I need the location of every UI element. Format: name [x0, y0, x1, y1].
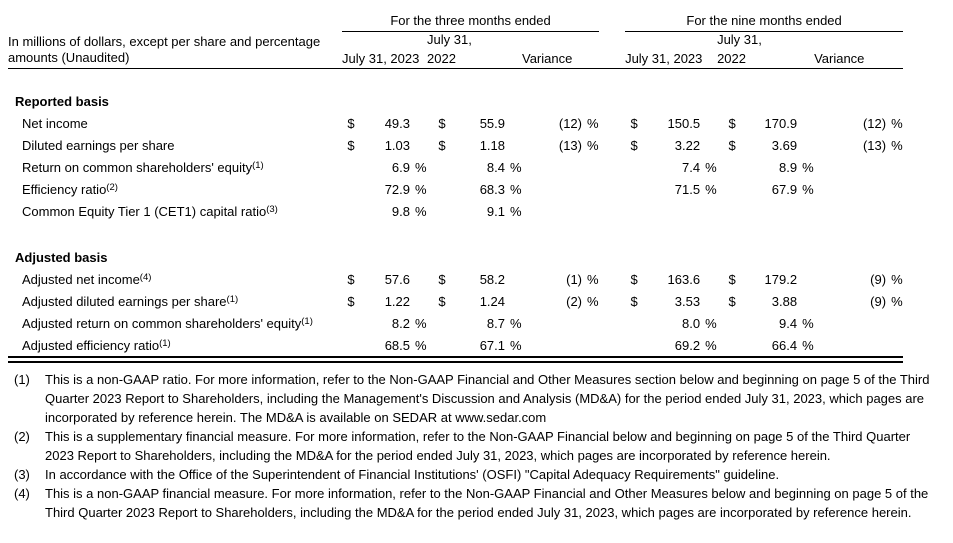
cell-value-2023: 8.2: [391, 316, 410, 331]
cell-percent-sign: [410, 109, 427, 131]
cell-variance: [814, 197, 886, 219]
cell-dollar-sign: [427, 197, 457, 219]
cell-dollar-sign: [717, 331, 747, 353]
spacer-row: [8, 69, 903, 88]
row-label: [8, 197, 342, 219]
cell-variance: [814, 175, 886, 197]
cell-variance: (13): [558, 138, 582, 153]
footnote-text: This is a supplementary financial measure. For more information, refer to the Non-GAAP Financial below and beginning on page 5 of the Third Quarter 2023 Report to Shareholders, including the MD&A for the period ended July 31, 2023, which pages are incorporated by reference herein.: [45, 429, 911, 463]
cell-value-2023: 69.2: [674, 338, 701, 353]
cell-percent-sign: %: [587, 272, 599, 287]
cell-percent-sign: %: [587, 116, 599, 131]
row-label: [8, 131, 342, 153]
cell-dollar-sign: [625, 309, 643, 331]
group-gap: [599, 287, 625, 309]
spacer-cell: [8, 69, 903, 88]
cell-percent-sign: [505, 109, 522, 131]
table-row: [8, 153, 903, 175]
cell-percent-sign: %: [891, 116, 903, 131]
cell-variance: (9): [870, 294, 887, 309]
cell-value-2023: 7.4: [681, 160, 701, 175]
footnote-text: This is a non-GAAP ratio. For more information, refer to the Non-GAAP Financial and Other Measures section below and beginning on page 5 of the Third Quarter 2023 Report to Shareholders, including the Management's Discussion and Analysis (MD&A) for the period ended July 31, 2023, which pages are incorporated by reference herein. The MD&A is available on SEDAR at www.sedar.com: [45, 372, 930, 425]
group-gap: [599, 197, 625, 219]
cell-value-2023: [643, 197, 700, 219]
group-gap: [599, 265, 625, 287]
cell-value-2023: 1.22: [384, 294, 410, 309]
col-header-variance-g2: Variance: [814, 49, 903, 69]
cell-variance: [522, 309, 582, 331]
footnote-ref: (1): [252, 160, 264, 171]
col-group-three-months: For the three months ended: [342, 5, 599, 31]
cell-variance: (1): [566, 272, 582, 287]
cell-percent-sign: [582, 331, 599, 353]
empty-cell: [522, 31, 599, 49]
cell-percent-sign: [797, 265, 814, 287]
cell-percent-sign: %: [415, 204, 427, 219]
table-row: [8, 131, 903, 153]
table-bottom-double-rule: [8, 356, 903, 363]
col-header-2022-line1-g1: July 31,: [427, 31, 472, 47]
footnote: [14, 427, 942, 465]
cell-dollar-sign: [427, 309, 457, 331]
cell-percent-sign: [505, 131, 522, 153]
cell-dollar-sign: [717, 175, 747, 197]
group-gap: [599, 153, 625, 175]
cell-percent-sign: [410, 131, 427, 153]
row-label: [8, 309, 342, 331]
financial-highlights-table: [8, 5, 903, 353]
footnote-marker: (2): [14, 429, 30, 444]
column-group-row: [8, 5, 903, 31]
cell-dollar-sign: [625, 175, 643, 197]
footnote-text: This is a non-GAAP financial measure. For more information, refer to the Non-GAAP Financial and Other Measures below and beginning on page 5 of the Third Quarter 2023 Report to Shareholders, including the MD&A for the period ended July 31, 2023, which pages are incorporated by reference herein.: [45, 486, 929, 520]
cell-value-2022: 58.2: [479, 272, 505, 287]
cell-percent-sign: %: [415, 316, 427, 331]
cell-percent-sign: [886, 153, 903, 175]
cell-value-2022: 66.4: [771, 338, 798, 353]
cell-value-2023: 163.6: [667, 272, 701, 287]
cell-percent-sign: %: [802, 316, 814, 331]
row-label: [8, 287, 342, 309]
cell-value-2023: 9.8: [391, 204, 410, 219]
cell-variance: (2): [566, 294, 582, 309]
cell-dollar-sign: [427, 153, 457, 175]
row-label: [8, 175, 342, 197]
group-gap: [599, 31, 625, 49]
cell-percent-sign: %: [705, 316, 717, 331]
table-body: [8, 69, 903, 354]
group-gap: [599, 309, 625, 331]
cell-value-2022: 9.1: [486, 204, 505, 219]
cell-value-2023: 72.9: [384, 182, 410, 197]
row-label-text: Efficiency ratio: [22, 182, 107, 197]
table-row: [8, 265, 903, 287]
corner-label-line1: In millions of dollars, except per share and percentage: [8, 34, 321, 49]
cell-dollar-sign: $: [630, 116, 638, 131]
cell-percent-sign: %: [415, 160, 427, 175]
cell-percent-sign: %: [705, 338, 717, 353]
empty-cell: [814, 31, 903, 49]
cell-percent-sign: %: [415, 338, 427, 353]
footnotes: [14, 370, 942, 522]
cell-value-2022: 170.9: [764, 116, 798, 131]
corner-spacer: [8, 5, 342, 31]
table-row: [8, 197, 903, 219]
table-row: [8, 331, 903, 353]
empty-cell: [342, 31, 427, 49]
row-label-text: Adjusted efficiency ratio: [22, 338, 160, 353]
cell-percent-sign: [582, 197, 599, 219]
cell-percent-sign: %: [891, 272, 903, 287]
row-label-text: Return on common shareholders' equity: [22, 160, 253, 175]
cell-dollar-sign: $: [630, 138, 638, 153]
footnote-ref: (1): [301, 316, 313, 327]
cell-value-2023: 8.0: [681, 316, 701, 331]
cell-value-2023: 3.22: [674, 138, 701, 153]
cell-percent-sign: %: [510, 160, 522, 175]
cell-percent-sign: %: [891, 138, 903, 153]
cell-dollar-sign: [625, 197, 643, 219]
cell-dollar-sign: $: [728, 116, 736, 131]
cell-value-2022: 67.9: [771, 182, 798, 197]
cell-value-2022: 1.24: [479, 294, 505, 309]
cell-value-2023: 57.6: [384, 272, 410, 287]
col-header-variance-g1: Variance: [522, 49, 599, 69]
cell-dollar-sign: [717, 153, 747, 175]
cell-value-2023: 3.53: [674, 294, 701, 309]
section-header-row: [8, 87, 903, 109]
table-header: [8, 5, 903, 69]
cell-dollar-sign: $: [728, 294, 736, 309]
cell-percent-sign: [582, 175, 599, 197]
cell-dollar-sign: [342, 309, 360, 331]
row-label: [8, 109, 342, 131]
cell-dollar-sign: $: [438, 272, 446, 287]
col-header-2023-g2: July 31, 2023: [625, 49, 717, 69]
cell-percent-sign: [797, 287, 814, 309]
cell-percent-sign: %: [415, 182, 427, 197]
group-gap: [599, 109, 625, 131]
cell-percent-sign: %: [587, 138, 599, 153]
cell-value-2022: 67.1: [479, 338, 505, 353]
cell-dollar-sign: $: [438, 138, 446, 153]
col-header-2023-g1: July 31, 2023: [342, 49, 427, 69]
cell-variance: [522, 197, 582, 219]
cell-percent-sign: %: [510, 182, 522, 197]
cell-percent-sign: [505, 287, 522, 309]
table-row: [8, 175, 903, 197]
cell-percent-sign: %: [802, 182, 814, 197]
cell-value-2022: 8.4: [486, 160, 505, 175]
spacer-cell: [8, 219, 903, 243]
cell-percent-sign: %: [510, 316, 522, 331]
cell-variance: (12): [862, 116, 887, 131]
cell-percent-sign: [700, 265, 717, 287]
cell-dollar-sign: $: [438, 116, 446, 131]
row-label-text: Common Equity Tier 1 (CET1) capital ratio: [22, 204, 267, 219]
table-row: [8, 287, 903, 309]
cell-dollar-sign: [342, 197, 360, 219]
group-gap: [599, 175, 625, 197]
cell-percent-sign: %: [587, 294, 599, 309]
column-subheader-row-1: [8, 31, 903, 49]
cell-percent-sign: [886, 197, 903, 219]
cell-percent-sign: [797, 109, 814, 131]
footnote: [14, 370, 942, 427]
row-label: [8, 153, 342, 175]
cell-value-2023: 150.5: [667, 116, 701, 131]
cell-dollar-sign: $: [728, 138, 736, 153]
corner-label-line2: amounts (Unaudited): [8, 50, 130, 65]
footnote-ref: (1): [159, 338, 171, 349]
cell-variance: [814, 331, 886, 353]
group-gap: [599, 331, 625, 353]
cell-dollar-sign: $: [728, 272, 736, 287]
cell-value-2022: 1.18: [479, 138, 505, 153]
table-row: [8, 109, 903, 131]
col-header-2022-line1-g2: July 31,: [717, 31, 762, 47]
cell-percent-sign: %: [891, 294, 903, 309]
cell-dollar-sign: $: [630, 294, 638, 309]
cell-value-2022: [747, 197, 797, 219]
footnote-ref: (3): [266, 204, 278, 215]
cell-dollar-sign: $: [347, 294, 355, 309]
group-gap: [599, 5, 625, 31]
col-header-2022-g1: 2022: [427, 49, 522, 69]
footnote-marker: (1): [14, 372, 30, 387]
cell-percent-sign: [700, 287, 717, 309]
cell-percent-sign: [410, 287, 427, 309]
table-row: [8, 309, 903, 331]
row-label-text: Adjusted net income: [22, 272, 140, 287]
cell-percent-sign: [886, 175, 903, 197]
footnote-ref: (2): [106, 182, 118, 193]
cell-dollar-sign: $: [438, 294, 446, 309]
cell-value-2022: 179.2: [764, 272, 798, 287]
cell-dollar-sign: [427, 331, 457, 353]
group-gap: [599, 131, 625, 153]
cell-value-2023: 1.03: [384, 138, 410, 153]
section-title: Reported basis: [15, 94, 109, 109]
cell-variance: [522, 175, 582, 197]
cell-percent-sign: [797, 131, 814, 153]
footnote: [14, 484, 942, 522]
cell-value-2022: 3.69: [771, 138, 798, 153]
cell-percent-sign: [582, 309, 599, 331]
col-header-2022-g2: 2022: [717, 49, 814, 69]
cell-percent-sign: %: [705, 182, 717, 197]
cell-dollar-sign: $: [347, 272, 355, 287]
empty-cell: [625, 31, 717, 49]
cell-variance: (13): [862, 138, 887, 153]
cell-variance: (12): [558, 116, 582, 131]
cell-value-2023: 49.3: [384, 116, 410, 131]
cell-dollar-sign: $: [347, 138, 355, 153]
section-title: Adjusted basis: [15, 250, 108, 265]
row-label-text: Adjusted diluted earnings per share: [22, 294, 227, 309]
cell-percent-sign: [505, 265, 522, 287]
cell-dollar-sign: [625, 153, 643, 175]
cell-dollar-sign: $: [630, 272, 638, 287]
cell-dollar-sign: [342, 153, 360, 175]
cell-dollar-sign: [427, 175, 457, 197]
cell-percent-sign: %: [510, 338, 522, 353]
cell-percent-sign: %: [802, 160, 814, 175]
cell-dollar-sign: [717, 309, 747, 331]
cell-value-2022: 55.9: [479, 116, 505, 131]
cell-percent-sign: [797, 197, 814, 219]
cell-percent-sign: [700, 131, 717, 153]
spacer-row: [8, 219, 903, 243]
section-header-row: [8, 243, 903, 265]
footnote: [14, 465, 942, 484]
footnote-ref: (4): [139, 272, 152, 283]
group-gap: [599, 49, 625, 69]
cell-percent-sign: [700, 197, 717, 219]
cell-value-2023: 6.9: [391, 160, 410, 175]
cell-dollar-sign: [342, 331, 360, 353]
cell-percent-sign: %: [705, 160, 717, 175]
cell-dollar-sign: [342, 175, 360, 197]
cell-dollar-sign: [717, 197, 747, 219]
footnote-marker: (3): [14, 467, 30, 482]
cell-value-2022: 8.7: [486, 316, 505, 331]
cell-value-2022: 3.88: [771, 294, 798, 309]
footnote-text: In accordance with the Office of the Superintendent of Financial Institutions' (OSFI) "Capital Adequacy Requirements" guideline.: [45, 467, 780, 482]
footnote-marker: (4): [14, 486, 30, 501]
cell-percent-sign: [886, 331, 903, 353]
cell-variance: [522, 153, 582, 175]
cell-percent-sign: %: [802, 338, 814, 353]
col-group-nine-months: For the nine months ended: [625, 5, 903, 31]
footnote-ref: (1): [226, 294, 239, 305]
cell-dollar-sign: $: [347, 116, 355, 131]
cell-variance: (9): [870, 272, 887, 287]
table-corner-label: [8, 31, 342, 69]
cell-variance: [814, 309, 886, 331]
row-label-text: Diluted earnings per share: [22, 138, 175, 153]
cell-variance: [814, 153, 886, 175]
cell-value-2023: 71.5: [674, 182, 701, 197]
cell-percent-sign: [886, 309, 903, 331]
row-label: [8, 265, 342, 287]
cell-value-2022: 9.4: [778, 316, 798, 331]
row-label-text: Net income: [22, 116, 88, 131]
row-label-text: Adjusted return on common shareholders' equity: [22, 316, 302, 331]
row-label: [8, 331, 342, 353]
cell-variance: [522, 331, 582, 353]
cell-percent-sign: %: [510, 204, 522, 219]
cell-value-2022: 68.3: [479, 182, 505, 197]
cell-value-2023: 68.5: [384, 338, 410, 353]
cell-value-2022: 8.9: [778, 160, 798, 175]
cell-percent-sign: [582, 153, 599, 175]
cell-percent-sign: [700, 109, 717, 131]
cell-dollar-sign: [625, 331, 643, 353]
cell-percent-sign: [410, 265, 427, 287]
